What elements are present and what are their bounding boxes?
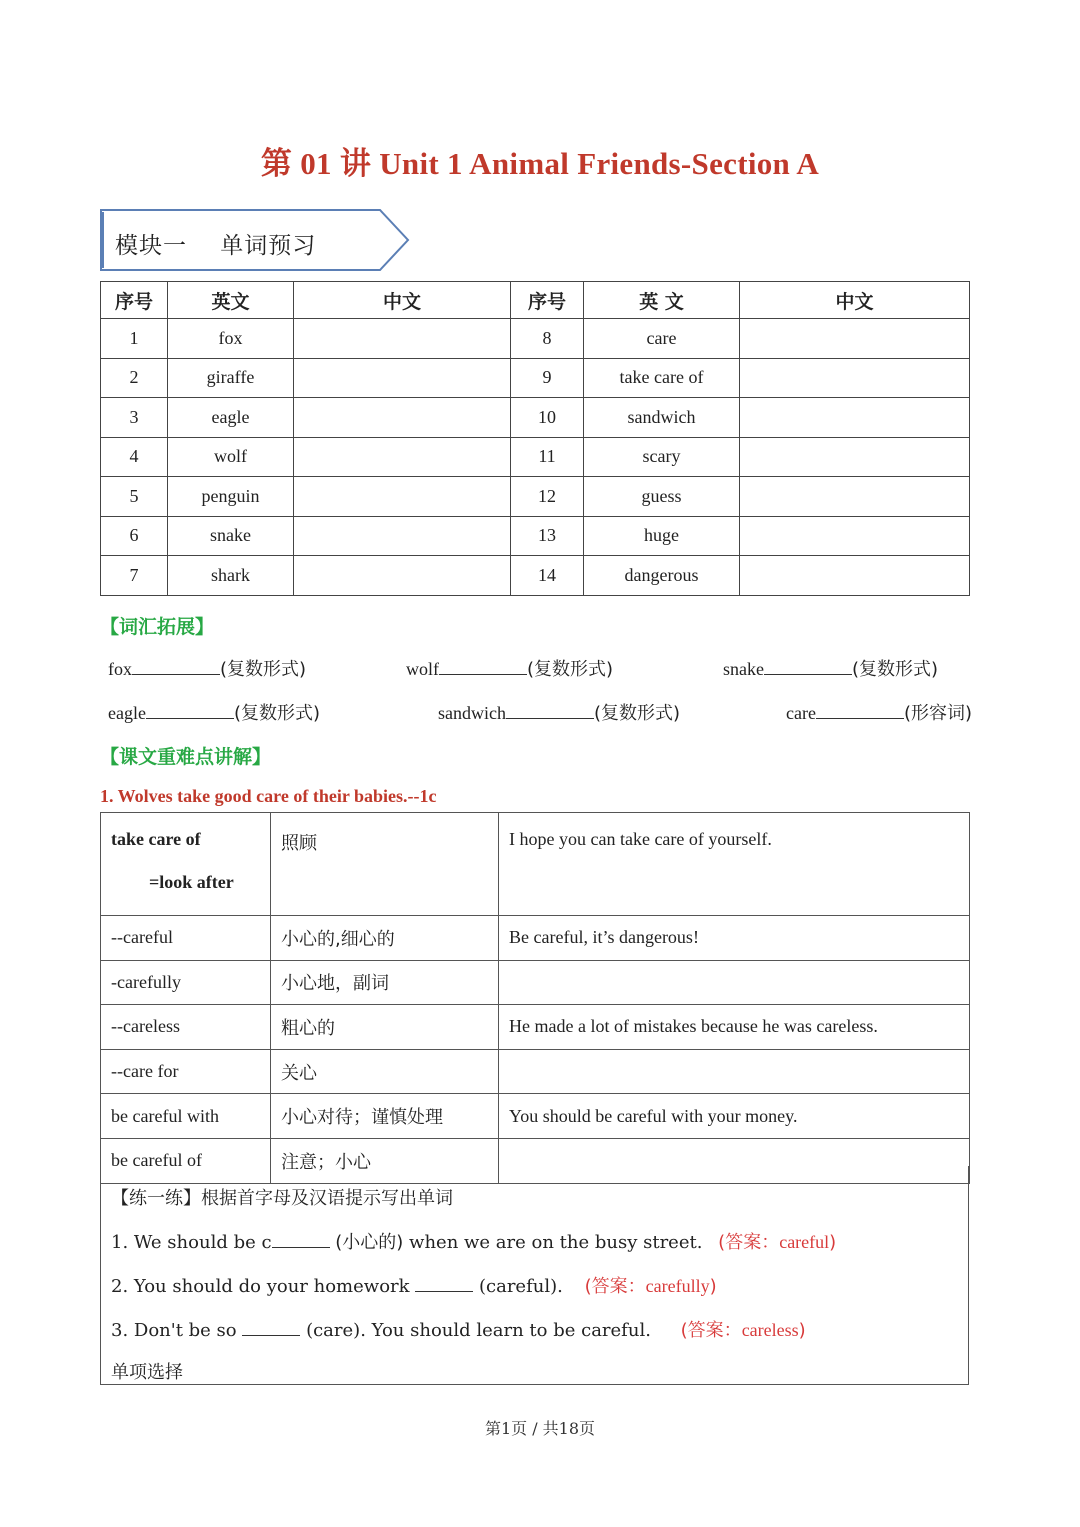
q1-answer-end: ): [829, 1232, 837, 1253]
table-row: [101, 437, 970, 477]
header-chinese: 中文: [740, 282, 970, 319]
cell-word: giraffe: [168, 358, 294, 398]
notes-table: [100, 812, 970, 1184]
q1-hint: (小心的): [329, 1232, 404, 1253]
extension-hint: (形容词): [903, 703, 973, 724]
cell-index: 13: [511, 516, 584, 556]
vocab-extension-heading: 【词汇拓展】: [100, 616, 215, 638]
answer-blank[interactable]: [132, 660, 220, 675]
cell-chinese-blank[interactable]: [294, 398, 511, 438]
note-term: --careless: [101, 1005, 271, 1050]
answer-blank[interactable]: [439, 660, 527, 675]
extension-hint: (复数形式): [233, 703, 321, 724]
note-example: Be careful, it’s dangerous!: [499, 916, 970, 961]
cell-chinese-blank[interactable]: [294, 477, 511, 517]
extension-item: [108, 699, 320, 725]
extension-word: sandwich: [438, 703, 506, 723]
vocab-header-row: [101, 282, 970, 319]
cell-word: wolf: [168, 437, 294, 477]
note-term: -carefully: [101, 960, 271, 1005]
header-index: 序号: [511, 282, 584, 319]
cell-index: 10: [511, 398, 584, 438]
module-banner: [100, 209, 410, 271]
cell-word: penguin: [168, 477, 294, 517]
practice-heading: 【练一练】根据首字母及汉语提示写出单词: [111, 1188, 453, 1209]
note-meaning: 小心对待；谨慎处理: [271, 1094, 499, 1139]
term-synonym: =look after: [149, 872, 234, 892]
answer-blank[interactable]: [764, 660, 852, 675]
q1-prefix: 1. We should be c: [111, 1232, 272, 1253]
cell-chinese-blank[interactable]: [740, 358, 970, 398]
term-primary: take care of: [111, 829, 201, 849]
header-english: 英文: [168, 282, 294, 319]
cell-word: snake: [168, 516, 294, 556]
q3-suffix: (care). You should learn to be careful.: [300, 1320, 651, 1341]
cell-word: fox: [168, 319, 294, 359]
cell-index: 12: [511, 477, 584, 517]
q3-prefix: 3. Don't be so: [111, 1320, 243, 1341]
cell-chinese-blank[interactable]: [740, 398, 970, 438]
cell-word: guess: [584, 477, 740, 517]
cell-word: take care of: [584, 358, 740, 398]
table-row: [101, 358, 970, 398]
extension-item: [438, 699, 680, 725]
table-row: [101, 556, 970, 596]
note-term: be careful of: [101, 1138, 271, 1183]
header-english: 英 文: [584, 282, 740, 319]
cell-index: 8: [511, 319, 584, 359]
q3-answer-end: ): [798, 1320, 806, 1341]
note-meaning: 粗心的: [271, 1005, 499, 1050]
header-index: 序号: [101, 282, 168, 319]
answer-blank[interactable]: [816, 704, 904, 719]
extension-item: [406, 655, 613, 681]
table-row: [101, 916, 970, 961]
note-term: be careful with: [101, 1094, 271, 1139]
note-meaning: 小心地，副词: [271, 960, 499, 1005]
vocab-table: [100, 281, 970, 596]
extension-item: [108, 655, 306, 681]
note-meaning: 关心: [271, 1049, 499, 1094]
point-1-title: 1. Wolves take good care of their babies.--1c: [100, 786, 437, 806]
module-title: 模块一 单词预习: [115, 233, 317, 259]
cell-index: 6: [101, 516, 168, 556]
extension-word: care: [786, 703, 816, 723]
note-term: [101, 813, 271, 916]
answer-blank[interactable]: [506, 704, 594, 719]
note-example: He made a lot of mistakes because he was careless.: [499, 1005, 970, 1050]
extension-hint: (复数形式): [851, 659, 939, 680]
cell-chinese-blank[interactable]: [740, 477, 970, 517]
cell-index: 5: [101, 477, 168, 517]
answer-blank[interactable]: [272, 1233, 330, 1248]
cell-word: shark: [168, 556, 294, 596]
q3-answer: careless: [741, 1320, 799, 1340]
page-title: 第 01 讲 Unit 1 Animal Friends-Section A: [260, 146, 820, 181]
cell-index: 14: [511, 556, 584, 596]
cell-chinese-blank[interactable]: [740, 556, 970, 596]
cell-index: 7: [101, 556, 168, 596]
note-meaning: 小心的,细心的: [271, 916, 499, 961]
extension-word: wolf: [406, 659, 439, 679]
extension-word: fox: [108, 659, 132, 679]
page-number: 第1页 / 共18页: [484, 1419, 596, 1438]
answer-blank[interactable]: [415, 1277, 473, 1292]
q2-answer-end: ): [709, 1276, 717, 1297]
practice-box: [100, 1166, 969, 1385]
table-row: [101, 398, 970, 438]
header-chinese: 中文: [294, 282, 511, 319]
q1-suffix: when we are on the busy street.: [403, 1232, 703, 1253]
cell-chinese-blank[interactable]: [740, 516, 970, 556]
cell-index: 2: [101, 358, 168, 398]
cell-chinese-blank[interactable]: [294, 358, 511, 398]
table-row: [101, 477, 970, 517]
cell-chinese-blank[interactable]: [294, 437, 511, 477]
cell-chinese-blank[interactable]: [740, 437, 970, 477]
extension-hint: (复数形式): [593, 703, 681, 724]
cell-index: 3: [101, 398, 168, 438]
extension-item: [723, 655, 938, 681]
q1-answer-label: (答案：: [718, 1232, 780, 1253]
answer-blank[interactable]: [146, 704, 234, 719]
practice-question-3: [111, 1316, 806, 1342]
cell-word: scary: [584, 437, 740, 477]
cell-chinese-blank[interactable]: [294, 319, 511, 359]
table-row: [101, 1005, 970, 1050]
cell-word: sandwich: [584, 398, 740, 438]
q2-answer-label: (答案：: [584, 1276, 646, 1297]
cell-index: 4: [101, 437, 168, 477]
cell-word: eagle: [168, 398, 294, 438]
table-row: [101, 960, 970, 1005]
extension-item: [786, 699, 972, 725]
note-example: I hope you can take care of yourself.: [499, 813, 970, 916]
practice-question-1: [111, 1228, 836, 1254]
note-term: --care for: [101, 1049, 271, 1094]
cell-word: care: [584, 319, 740, 359]
table-row: [101, 319, 970, 359]
cell-index: 9: [511, 358, 584, 398]
q2-suffix: (careful).: [473, 1276, 563, 1297]
q2-answer: carefully: [645, 1276, 710, 1296]
q1-answer: careful: [779, 1232, 830, 1252]
extension-word: eagle: [108, 703, 146, 723]
table-row: [101, 1094, 970, 1139]
answer-blank[interactable]: [242, 1321, 300, 1336]
q3-answer-label: (答案：: [680, 1320, 742, 1341]
table-row: [101, 1049, 970, 1094]
extension-hint: (复数形式): [527, 659, 614, 680]
table-row: [101, 813, 970, 916]
cell-index: 11: [511, 437, 584, 477]
cell-word: huge: [584, 516, 740, 556]
cell-chinese-blank[interactable]: [294, 516, 511, 556]
note-term: --careful: [101, 916, 271, 961]
text-points-heading: 【课文重难点讲解】: [100, 746, 272, 768]
note-example: [499, 1049, 970, 1094]
table-row: [101, 516, 970, 556]
cell-chinese-blank[interactable]: [740, 319, 970, 359]
note-meaning: 照顾: [271, 813, 499, 916]
note-example: [499, 960, 970, 1005]
extension-word: snake: [723, 659, 764, 679]
practice-question-2: [111, 1272, 717, 1298]
cell-word: dangerous: [584, 556, 740, 596]
extension-hint: (复数形式): [220, 659, 307, 680]
cell-index: 1: [101, 319, 168, 359]
multiple-choice-label: 单项选择: [111, 1362, 183, 1383]
cell-chinese-blank[interactable]: [294, 556, 511, 596]
q2-prefix: 2. You should do your homework: [111, 1276, 416, 1297]
note-meaning: 注意；小心: [271, 1138, 499, 1183]
note-example: You should be careful with your money.: [499, 1094, 970, 1139]
